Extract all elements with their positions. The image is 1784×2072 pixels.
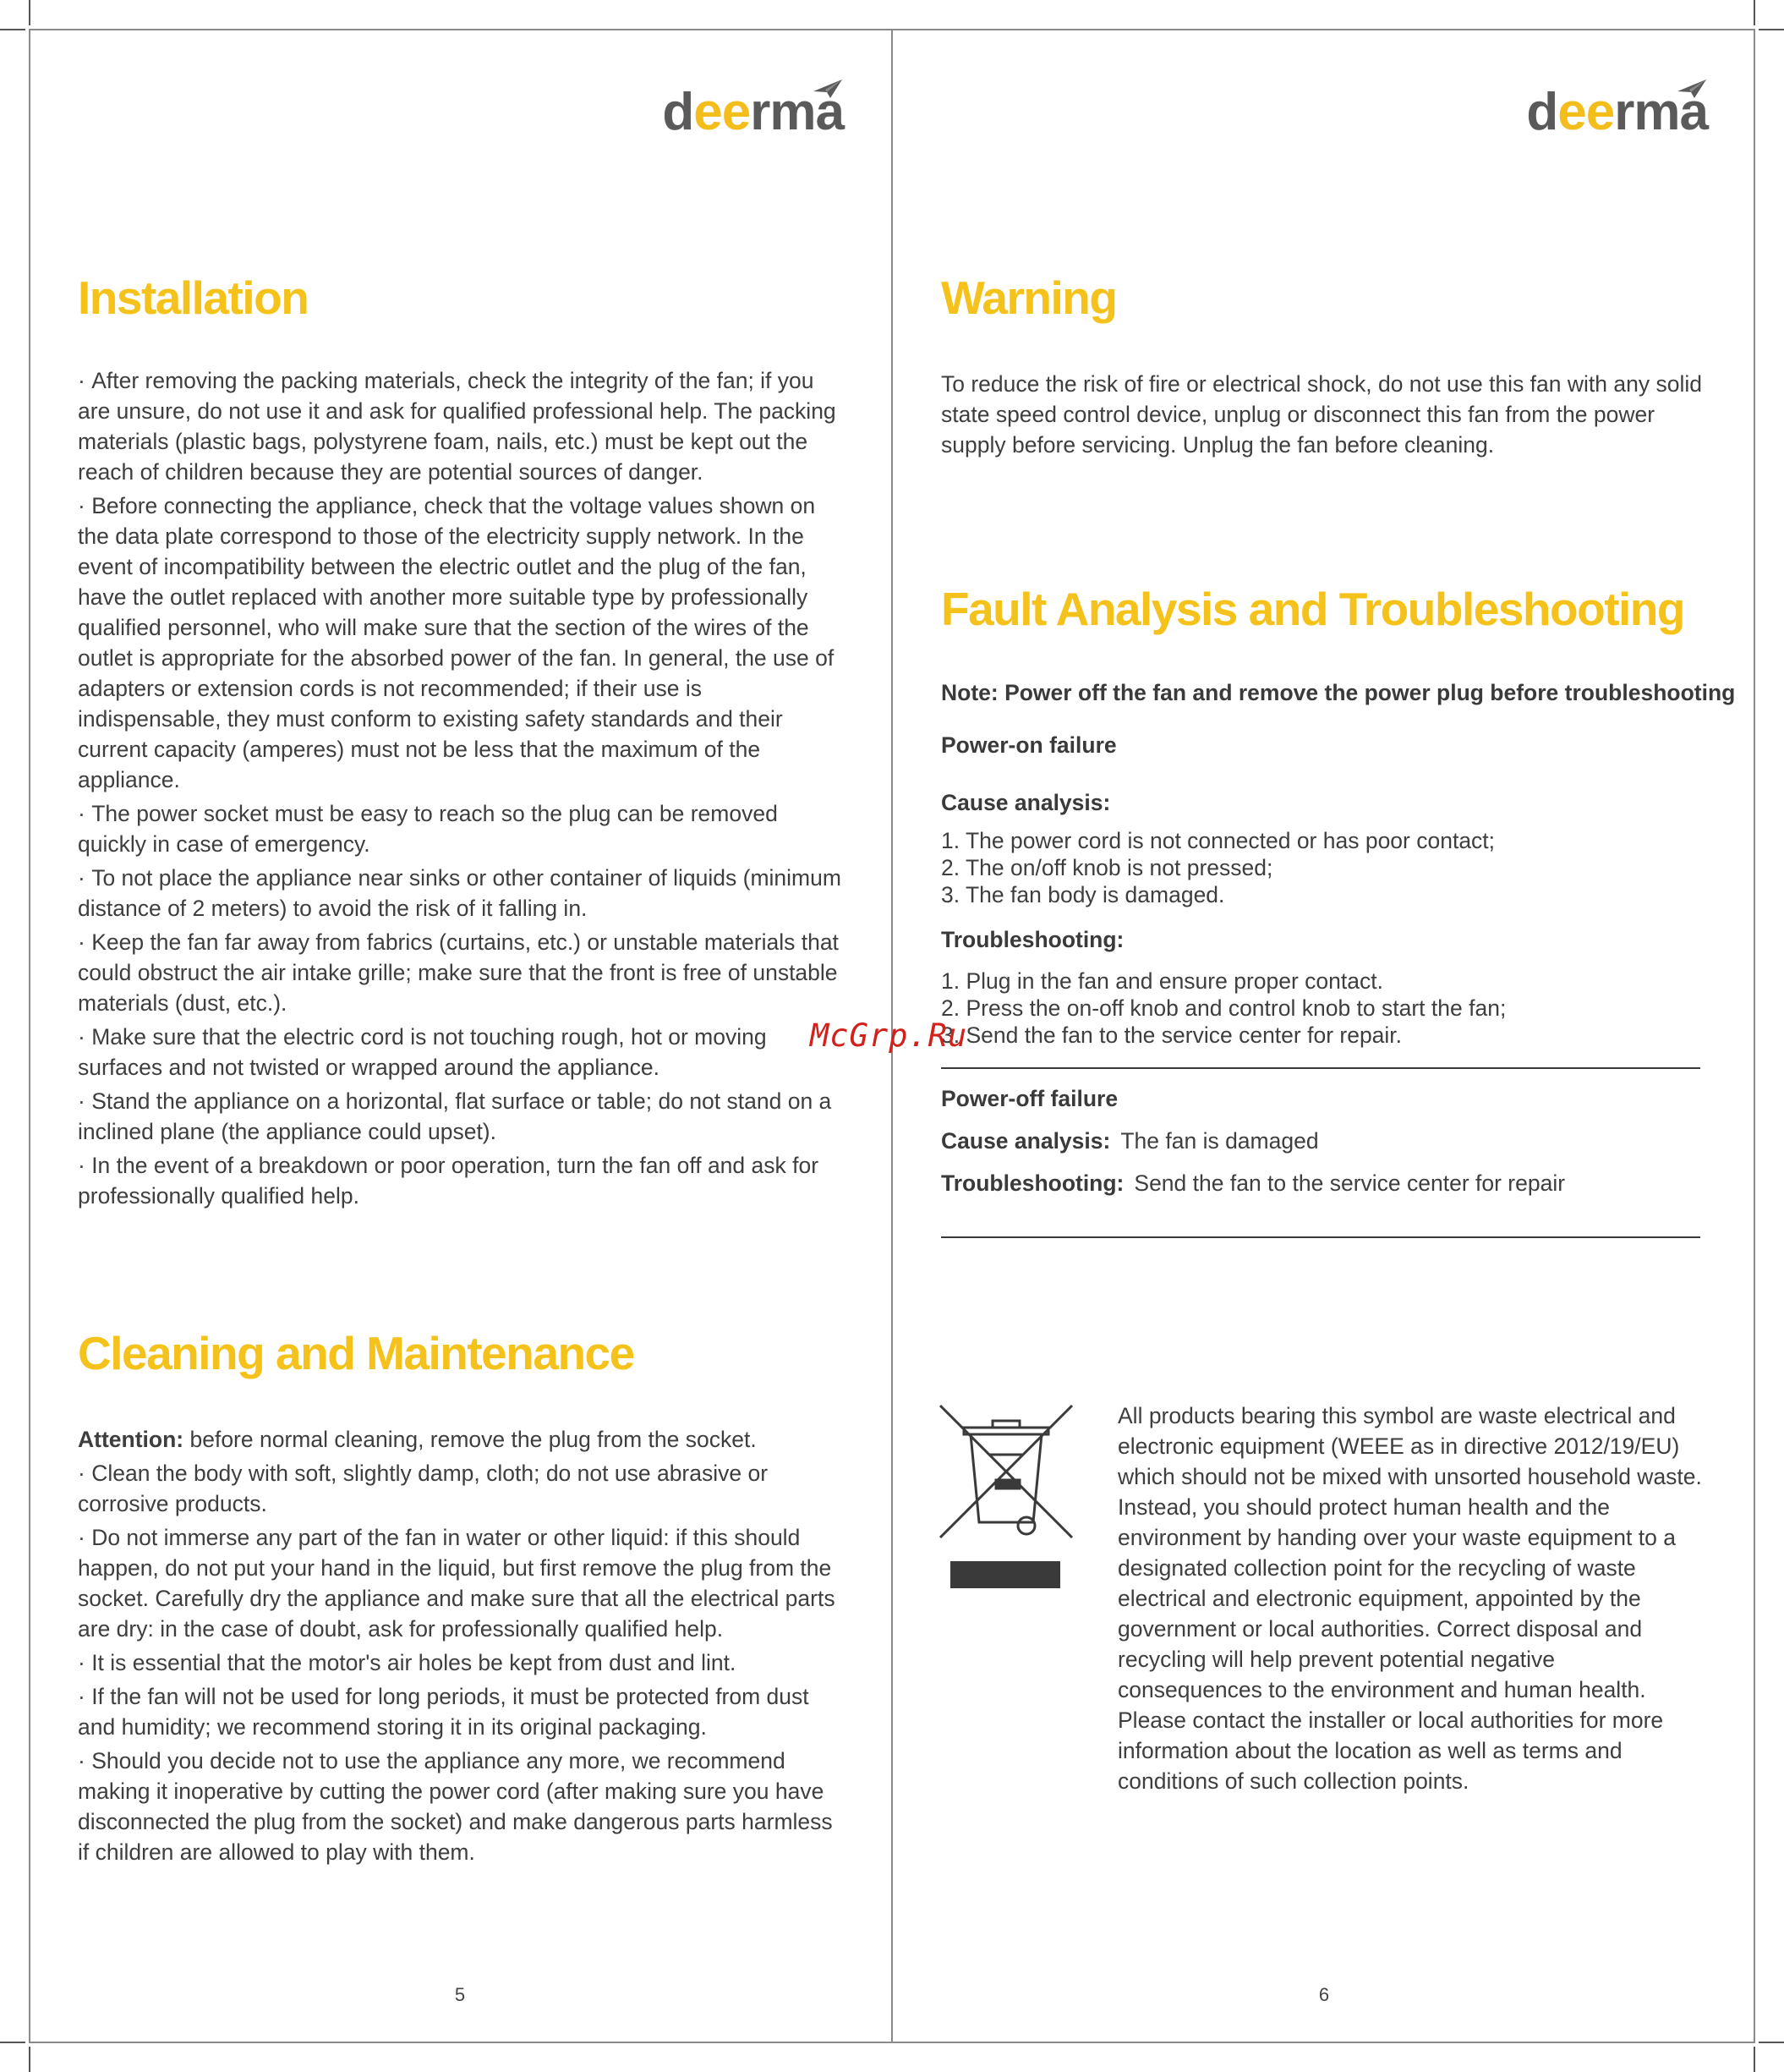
installation-item: · The power socket must be easy to reach so the plug can be removed quickly in case of emergency. xyxy=(78,798,849,859)
crop-mark xyxy=(29,2047,30,2072)
cause-item: 3. The fan body is damaged. xyxy=(941,882,1225,907)
cause-item: 1. The power cord is not connected or has poor contact; xyxy=(941,828,1496,853)
power-off-troubleshooting-value: Send the fan to the service center for repair xyxy=(1134,1170,1566,1196)
warning-text: To reduce the risk of fire or electrical shock, do not use this fan with any solid state speed control device, unplug or disconnect this fan from the power supply before servicing. Unplug the fan before cleaning. xyxy=(941,371,1702,458)
watermark-text: McGrp.Ru xyxy=(810,1017,968,1054)
brand-logo-text: deerma xyxy=(1526,83,1708,141)
cleaning-item: · Should you decide not to use the appliance any more, we recommend making it inoperative by cutting the power cord (after making sure you have disconnected the plug from the socket) and make dangerous parts harmless if children are allowed to play with them. xyxy=(78,1746,849,1867)
fix-item: 1. Plug in the fan and ensure proper contact. xyxy=(941,968,1383,994)
crop-mark xyxy=(1759,2042,1784,2043)
brand-logo xyxy=(662,79,844,141)
fix-list xyxy=(941,967,1719,1049)
warning-title: Warning xyxy=(941,271,1117,324)
power-off-cause-row xyxy=(941,1128,1319,1154)
fault-analysis-title: Fault Analysis and Troubleshooting xyxy=(941,583,1684,635)
attention-line xyxy=(78,1424,849,1455)
installation-list xyxy=(78,365,849,1211)
cause-item: 2. The on/off knob is not pressed; xyxy=(941,855,1273,880)
installation-item: · After removing the packing materials, check the integrity of the fan; if you are unsure, do not use it and ask for qualified professional help. The packing materials (plastic bags, polystyrene foam, nails, etc.) must be kept out the reach of children because they are potential sources of danger. xyxy=(78,365,849,487)
crop-mark xyxy=(1754,2047,1755,2072)
installation-item: · Before connecting the appliance, check that the voltage values shown on the data plate correspond to those of the electricity supply network. In the event of incompatibility between the electric outlet and the plug of the fan, have the outlet replaced with another more suitable type by professionally qualified personnel, who will make sure that the section of the wires of the outlet is appropriate for the absorbed power of the fan. In general, the use of adapters or extension cords is not recommended; if their use is indispensable, they must conform to existing safety standards and their current capacity (amperes) must not be less that the maximum of the appliance. xyxy=(78,491,849,795)
cleaning-title: Cleaning and Maintenance xyxy=(78,1327,634,1379)
cause-analysis-label: Cause analysis: xyxy=(941,790,1111,815)
weee-text: All products bearing this symbol are waste electrical and electronic equipment (WEEE as in directive 2012/19/EU) which should not be mixed with unsorted household waste. Instead, you should protect human health and the environment by handing over your waste equipment to a designated collection point for the recycling of waste electrical and electronic equipment, appointed by the government or local authorities. Correct disposal and recycling will help prevent potential negative consequences to the environment and human health. Please contact the installer or local authorities for more information about the location as well as terms and conditions of such collection points. xyxy=(1118,1403,1702,1794)
fix-item: 2. Press the on-off knob and control knob to start the fan; xyxy=(941,995,1507,1021)
cleaning-item: · Clean the body with soft, slightly damp, cloth; do not use abrasive or corrosive products. xyxy=(78,1458,849,1519)
crop-mark xyxy=(1754,0,1755,25)
troubleshooting-note: Note: Power off the fan and remove the power plug before troubleshooting xyxy=(941,680,1736,705)
installation-item: · In the event of a breakdown or poor operation, turn the fan off and ask for professionally qualified help. xyxy=(78,1150,849,1211)
installation-title: Installation xyxy=(78,271,309,324)
cleaning-list xyxy=(78,1424,849,1867)
power-off-troubleshooting-row xyxy=(941,1170,1565,1197)
attention-label: Attention: xyxy=(78,1427,184,1452)
installation-item: · To not place the appliance near sinks or other container of liquids (minimum distance of 2 meters) to avoid the risk of it falling in. xyxy=(78,863,849,924)
installation-item: · Stand the appliance on a horizontal, flat surface or table; do not stand on a inclined plane (the appliance could upset). xyxy=(78,1086,849,1147)
power-on-failure-heading: Power-on failure xyxy=(941,732,1117,758)
brand-logo xyxy=(1526,79,1708,141)
cause-analysis-label: Cause analysis: xyxy=(941,1128,1111,1154)
installation-item: · Make sure that the electric cord is not touching rough, hot or moving surfaces and not twisted or wrapped around the appliance. xyxy=(78,1022,849,1083)
power-off-cause-value: The fan is damaged xyxy=(1120,1128,1319,1154)
cause-list xyxy=(941,827,1719,908)
section-divider xyxy=(941,1067,1700,1069)
power-off-failure-heading: Power-off failure xyxy=(941,1086,1119,1111)
crop-mark xyxy=(0,29,25,30)
crop-mark xyxy=(29,0,30,25)
page-number-left: 5 xyxy=(454,1984,466,2005)
cleaning-item: · It is essential that the motor's air holes be kept from dust and lint. xyxy=(78,1647,849,1678)
fix-item: 3. Send the fan to the service center for repair. xyxy=(941,1022,1403,1048)
crop-mark xyxy=(0,2042,25,2043)
installation-item: · Keep the fan far away from fabrics (curtains, etc.) or unstable materials that could obstruct the air intake grille; make sure that the front is free of unstable materials (dust, etc.). xyxy=(78,927,849,1018)
crop-mark xyxy=(1759,29,1784,30)
page-number-right: 6 xyxy=(1318,1984,1330,2005)
crossed-out-wheelie-bin-icon xyxy=(939,1402,1074,1590)
attention-text: before normal cleaning, remove the plug from the socket. xyxy=(189,1427,757,1452)
section-divider xyxy=(941,1236,1700,1238)
cleaning-item: · If the fan will not be used for long periods, it must be protected from dust and humidity; we recommend storing it in its original packaging. xyxy=(78,1681,849,1742)
troubleshooting-label: Troubleshooting: xyxy=(941,1170,1125,1196)
brand-logo-text: deerma xyxy=(662,83,844,141)
cleaning-item: · Do not immerse any part of the fan in water or other liquid: if this should happen, do not put your hand in the liquid, but first remove the plug from the socket. Carefully dry the appliance and make sure that all the electrical parts are dry: in the case of doubt, ask for professionally qualified help. xyxy=(78,1522,849,1644)
troubleshooting-label: Troubleshooting: xyxy=(941,927,1125,952)
